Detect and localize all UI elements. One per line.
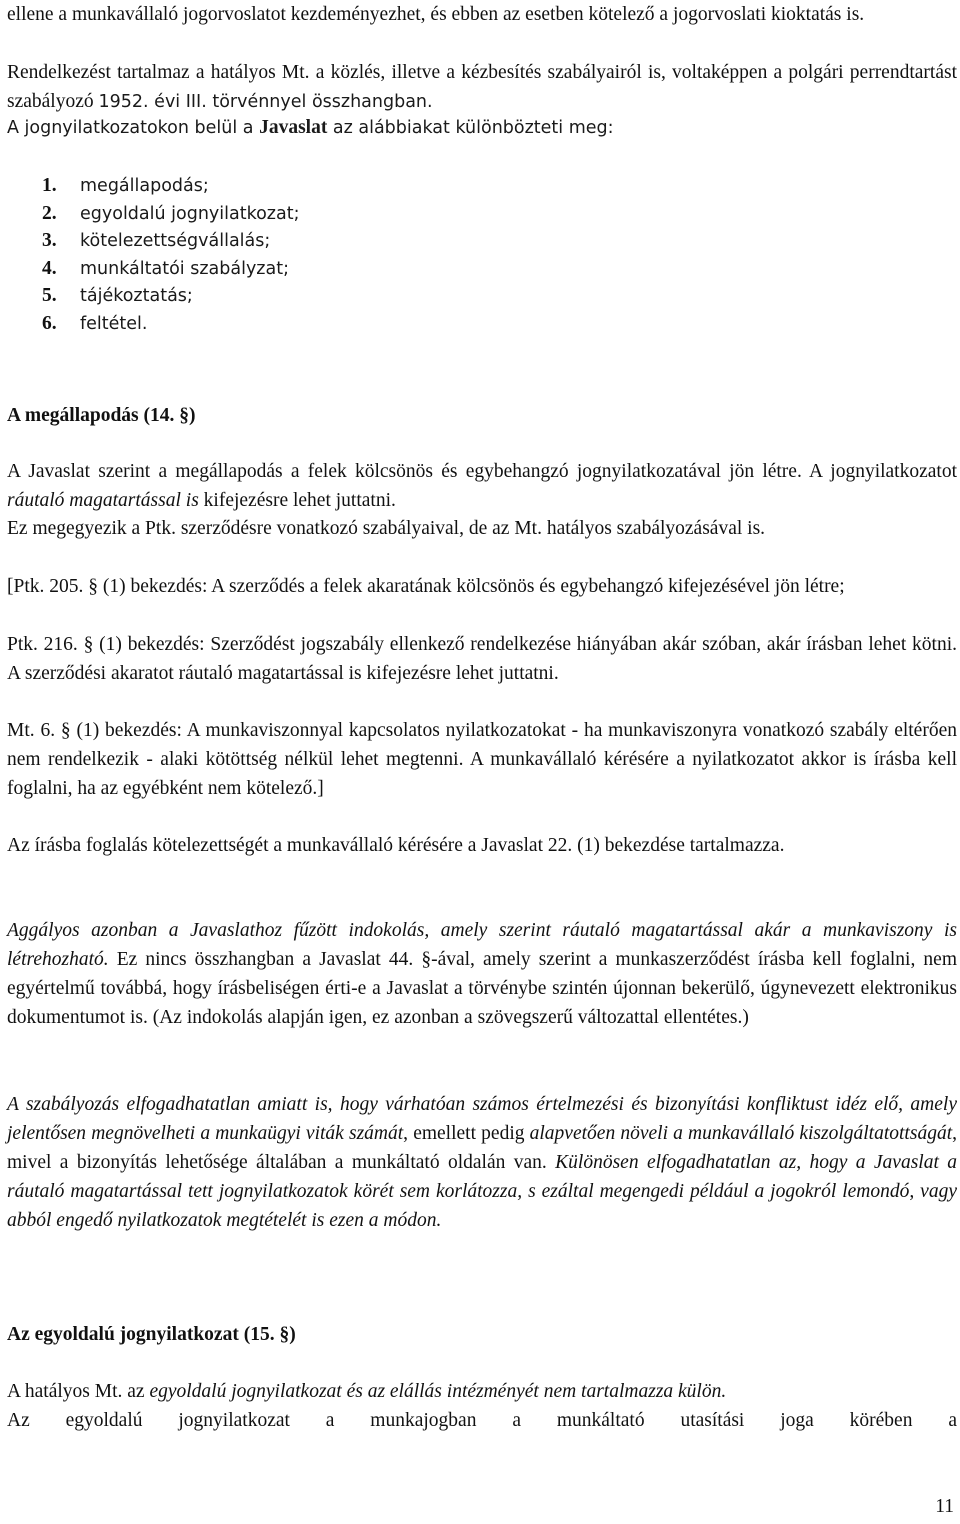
ptk-216-quote: Ptk. 216. § (1) bekezdés: Szerződést jogszabály ellenkező rendelkezése hiányában akár szóban, akár írásban lehet kötni. A szerződési akaratot ráutaló magatartással is kifejezésre lehet juttatni. [7,634,957,684]
section2-line-1-italic: egyoldalú jognyilatkozat és az elállás intézményét nem tartalmazza külön. [149,1381,727,1402]
lead-post: az alábbiakat különbözteti meg: [327,118,614,138]
list-item [42,172,299,200]
s1-text: A Javaslat szerint a megállapodás a felek kölcsönös és egybehangzó jognyilatkozatával jön létre. A jognyilatkozatot [7,461,957,482]
list-item [42,310,299,338]
list-number: 4. [42,257,57,279]
intro-paragraph-2 [7,58,957,117]
concern-text: Ez nincs összhangban a Javaslat 44. §-ával, amely szerint a munkaszerződést írásba kell foglalni, nem egyértelmű továbbá, hogy írásbeliségen érti-e a Javaslat a törvénybe szintén újonnan bekerülő, úgynevezett elektronikus dokumentumot is. (Az indokolás alapján igen, ez azonban a szövegszerű változattal ellentétes.) [7,949,957,1028]
list-text: feltétel. [80,313,148,334]
ptk-205-quote: [Ptk. 205. § (1) bekezdés: A szerződés a felek akaratának kölcsönös és egybehangzó kifejezésével jön létre; [7,576,845,597]
lead-pre: A jognyilatkozatokon belül a [7,118,260,138]
criticism-italic-3: Különösen elfogadhatatlan az, hogy a Javaslat a ráutaló magatartással tett jognyilatkozatok körét sem korlátozza, s ezáltal megengedi például a jogokról lemondó, vagy abból engedő nyilatkozatok megtételét is ezen a módon. [7,1152,957,1231]
page-number: 11 [935,1496,954,1517]
list-text: egyoldalú jognyilatkozat; [80,203,300,224]
intro-paragraph-2-main: Rendelkezést tartalmaz a hatályos Mt. a közlés, illetve a kézbesítés szabályairól is, voltaképpen a polgári perrendtartást szabályozó [7,62,957,112]
section-heading-megallapodas: A megállapodás (14. §) [7,405,196,426]
concern-paragraph [7,916,957,1032]
list-number: 3. [42,230,57,252]
type-list [42,172,299,338]
list-text: munkáltatói szabályzat; [80,258,289,279]
list-text: tájékoztatás; [80,286,193,307]
criticism-paragraph [7,1090,957,1235]
intro-paragraph-2-tail: 1952. évi III. törvénnyel összhangban. [98,92,433,112]
list-item [42,282,299,310]
lead-bold: Javaslat [259,117,328,138]
section1-sentence-1 [7,457,957,515]
criticism-italic-2: alapvetően növeli a munkavállaló kiszolgáltatottságát [529,1123,953,1144]
list-item [42,200,299,228]
s1-italic: ráutaló magatartással is [7,490,199,511]
section2-line-1 [7,1377,957,1406]
section2-line-1-text: A hatályos Mt. az [7,1381,150,1402]
lead-sentence [7,113,614,143]
concern-italic: Aggályos azonban a Javaslathoz fűzött indokolás, amely szerint ráutaló magatartással akár a munkaviszony is létrehozható. [7,920,957,970]
list-number: 5. [42,285,57,307]
intro-paragraph-1: ellene a munkavállaló jogorvoslatot kezdeményezhet, és ebben az esetben kötelező a jogorvoslati kioktatás is. [7,4,865,25]
criticism-italic-1: A szabályozás elfogadhatatlan amiatt is, hogy várhatóan számos értelmezési és bizonyítási konfliktust idéz elő, amely jelentősen megnövelheti a munkaügyi viták számát [7,1094,957,1144]
list-item [42,255,299,283]
section1-sentence-6: Az írásba foglalás kötelezettségét a munkavállaló kérésére a Javaslat 22. (1) bekezdése tartalmazza. [7,835,785,856]
section1-sentence-2: Ez megegyezik a Ptk. szerződésre vonatkozó szabályaival, de az Mt. hatályos szabályozásával is. [7,518,766,539]
list-number: 1. [42,175,57,196]
list-number: 6. [42,312,57,334]
section2-line-2: Az egyoldalú jognyilatkozat a munkajogban a munkáltató utasítási joga körében a [7,1410,957,1431]
list-number: 2. [42,202,57,224]
criticism-text-2: , mivel a bizonyítás lehetősége általában a munkáltató oldalán van. [7,1123,957,1173]
s1-end: kifejezésre lehet juttatni. [198,490,396,511]
mt-6-quote: Mt. 6. § (1) bekezdés: A munkaviszonnyal kapcsolatos nyilatkozatokat - ha munkaviszonyra vonatkozó szabály eltérően nem rendelkezik - alaki kötöttség nélkül lehet megtenni. A munkavállaló kérésére a nyilatkozatot akkor is írásba kell foglalni, ha az egyébként nem kötelező.] [7,720,957,799]
criticism-text-1: , emellett pedig [403,1123,530,1144]
list-item [42,227,299,255]
list-text: megállapodás; [80,176,209,196]
section-heading-egyoldalu: Az egyoldalú jognyilatkozat (15. §) [7,1324,296,1345]
list-text: kötelezettségvállalás; [80,231,271,252]
